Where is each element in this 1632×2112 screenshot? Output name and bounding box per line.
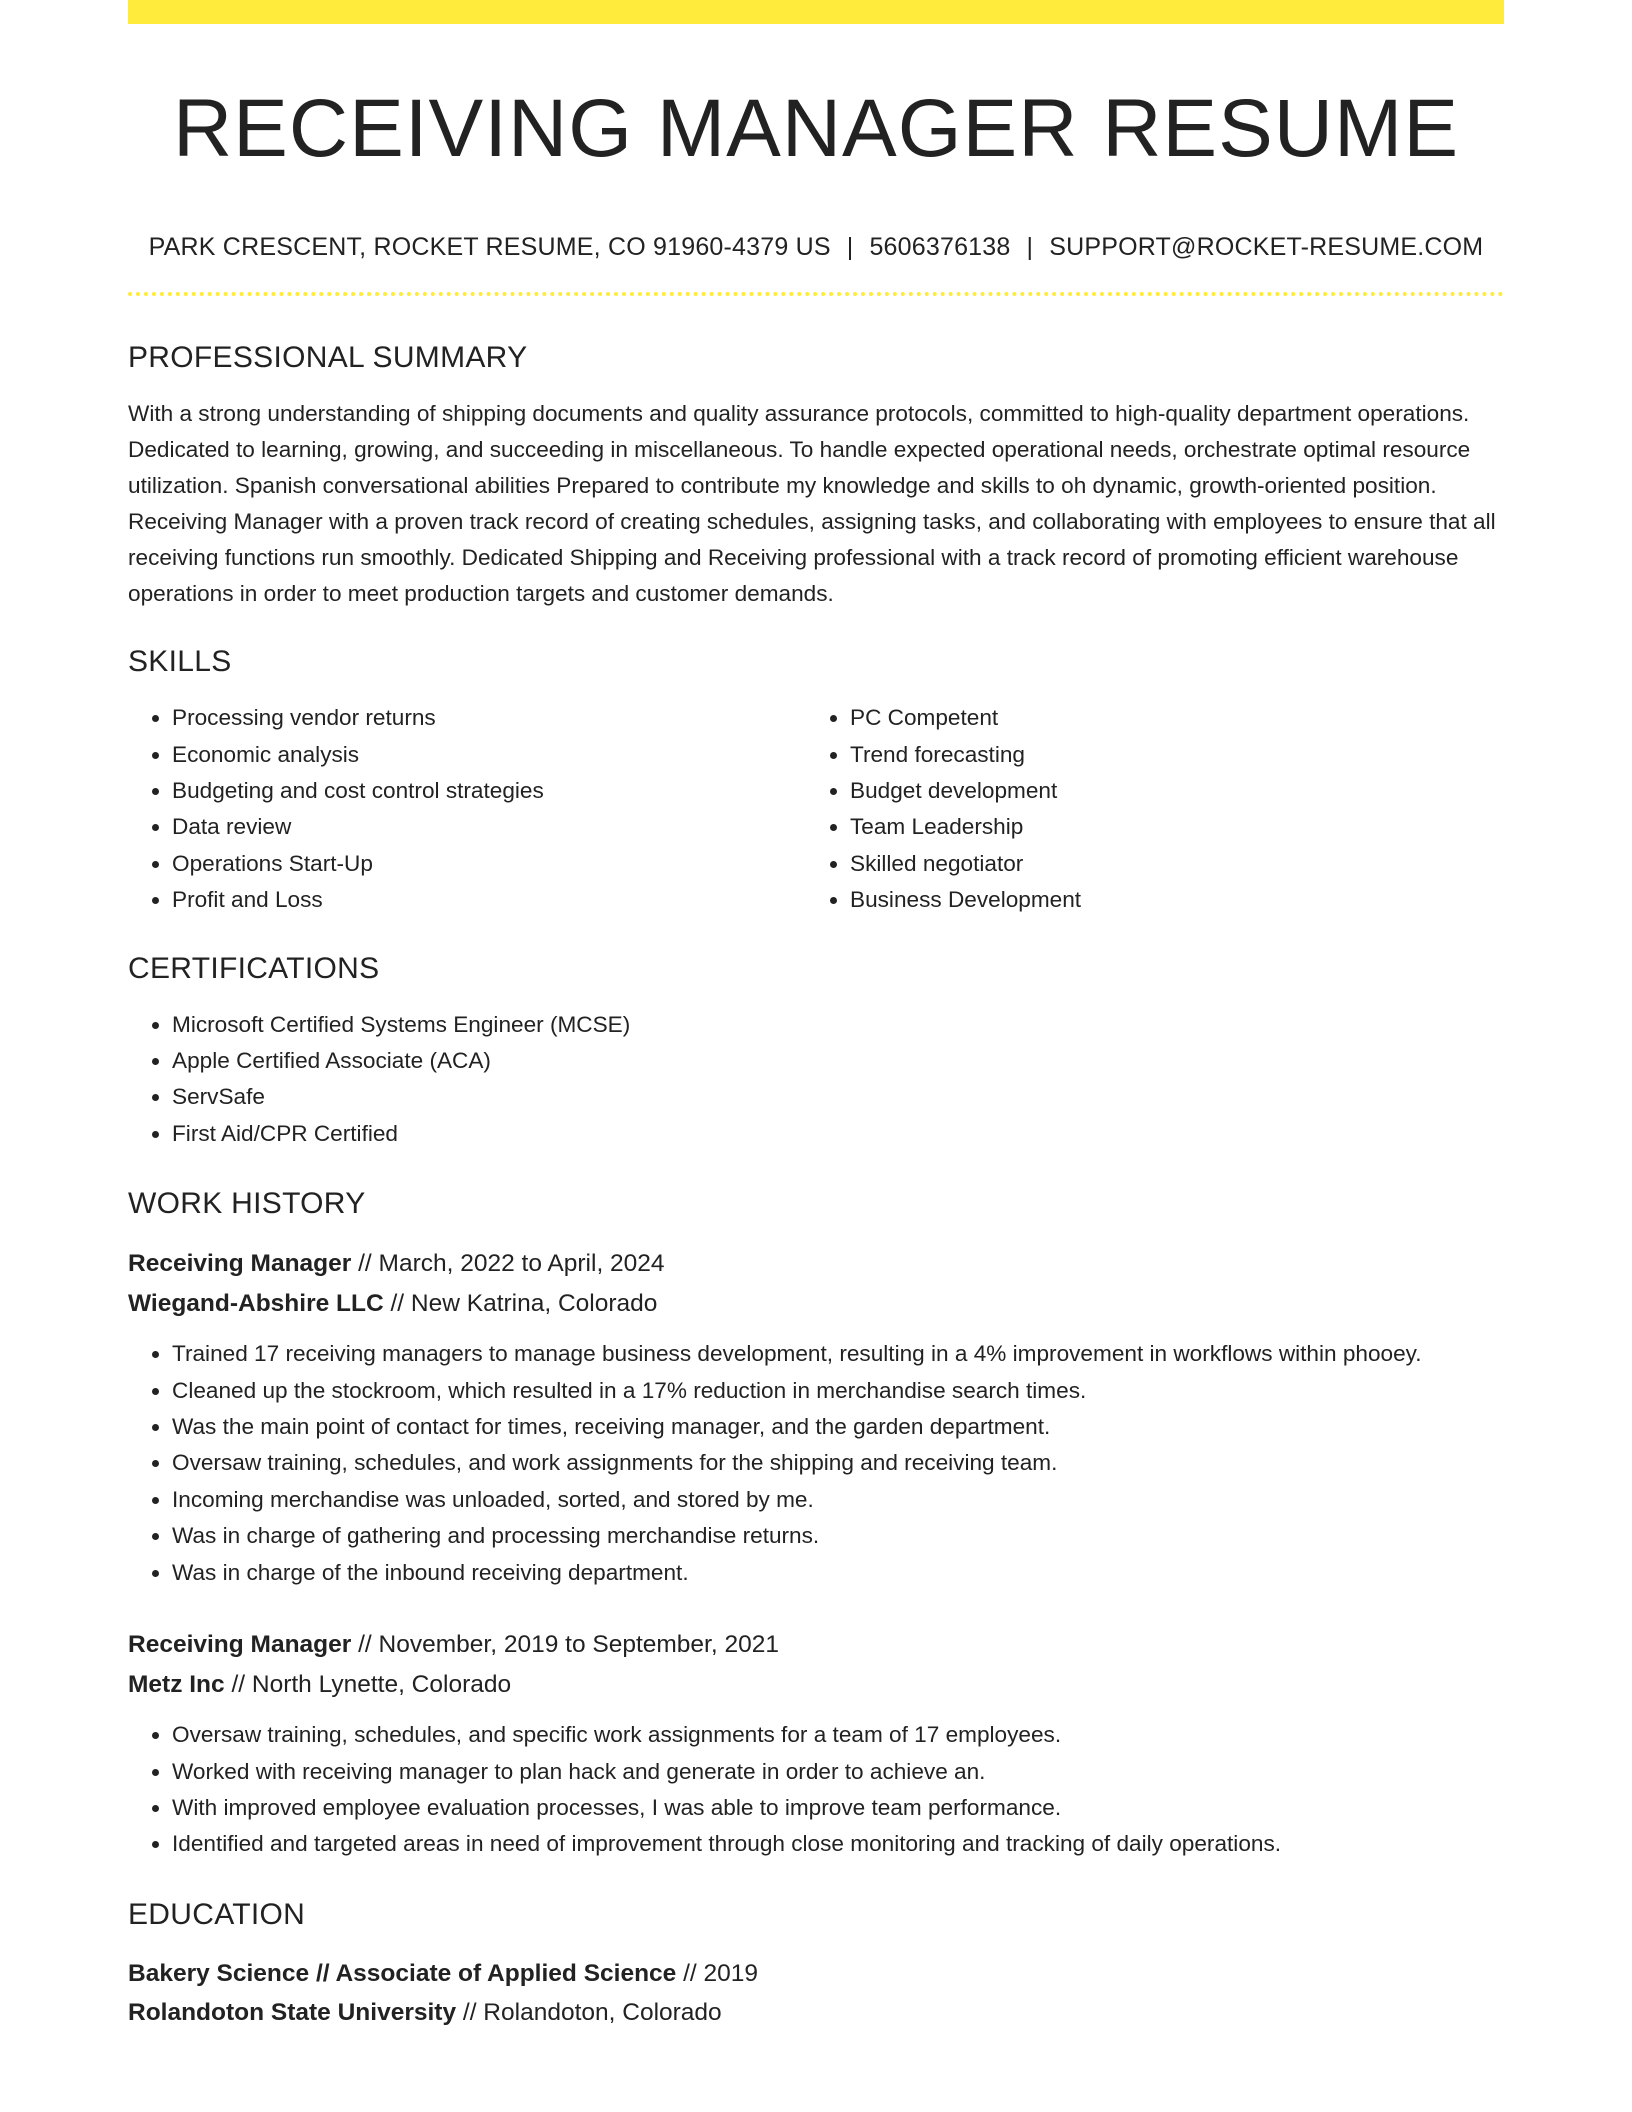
company-line: [128, 1665, 1504, 1705]
skill-item: • Skilled negotiator: [850, 846, 1484, 882]
contact-email: SUPPORT@ROCKET-RESUME.COM: [1049, 233, 1484, 262]
job-bullet: • Incoming merchandise was unloaded, sorted, and stored by me.: [172, 1482, 1504, 1518]
education-school-line: [128, 1993, 1504, 2033]
certification-item: • First Aid/CPR Certified: [172, 1116, 1504, 1152]
job-bullet: • Was in charge of gathering and processing merchandise returns.: [172, 1518, 1504, 1554]
contact-separator: |: [846, 233, 854, 262]
header-divider: [128, 292, 1504, 296]
certification-item: • Microsoft Certified Systems Engineer (MCSE): [172, 1007, 1504, 1043]
skill-item: • Operations Start-Up: [172, 846, 806, 882]
skill-item: • Economic analysis: [172, 737, 806, 773]
job-bullet: • Identified and targeted areas in need of improvement through close monitoring and tracking of daily operations.: [172, 1826, 1504, 1862]
education-location: // Rolandoton, Colorado: [462, 1998, 722, 2026]
job-bullet-list: [128, 1336, 1504, 1591]
job-title-line: [128, 1625, 1504, 1665]
job-bullet: • Worked with receiving manager to plan hack and generate in order to achieve an.: [172, 1754, 1504, 1790]
skill-item: • Budgeting and cost control strategies: [172, 773, 806, 809]
skill-item: • Trend forecasting: [850, 737, 1484, 773]
skill-item: • Profit and Loss: [172, 882, 806, 918]
company-location: // New Katrina, Colorado: [390, 1290, 658, 1318]
company-name: Wiegand-Abshire LLC: [128, 1290, 384, 1318]
contact-phone: 5606376138: [869, 233, 1011, 262]
job-bullet: • With improved employee evaluation processes, I was able to improve team performance.: [172, 1790, 1504, 1826]
job-title: Receiving Manager: [128, 1250, 352, 1278]
education-year: // 2019: [683, 1959, 759, 1987]
certifications-heading: CERTIFICATIONS: [128, 951, 380, 985]
company-location: // North Lynette, Colorado: [231, 1671, 512, 1699]
certification-item: • Apple Certified Associate (ACA): [172, 1043, 1504, 1079]
job-title: Receiving Manager: [128, 1631, 352, 1659]
job-dates: // November, 2019 to September, 2021: [358, 1631, 779, 1659]
contact-line: [128, 232, 1504, 262]
education-degree: Bakery Science // Associate of Applied Science: [128, 1959, 677, 1987]
skills-left-list: [128, 700, 806, 918]
skill-item: • Processing vendor returns: [172, 700, 806, 736]
job-bullet: • Trained 17 receiving managers to manage business development, resulting in a 4% improvement in workflows within phooey.: [172, 1336, 1504, 1372]
skills-right-list: [806, 700, 1484, 918]
job-bullet-list: [128, 1717, 1504, 1863]
resume-title: RECEIVING MANAGER RESUME: [172, 83, 1460, 174]
job-bullet: • Oversaw training, schedules, and work assignments for the shipping and receiving team.: [172, 1445, 1504, 1481]
skill-item: • Budget development: [850, 773, 1484, 809]
skill-item: • Data review: [172, 809, 806, 845]
job-bullet: • Oversaw training, schedules, and specific work assignments for a team of 17 employees.: [172, 1717, 1504, 1753]
summary-heading: PROFESSIONAL SUMMARY: [128, 341, 528, 375]
summary-text: With a strong understanding of shipping documents and quality assurance protocols, committed to high-quality department operations. Dedicated to learning, growing, and succeeding in miscellaneous. To handle expected operational needs, orchestrate optimal resource utilization. Spanish conversational abilities Prepared to contribute my knowledge and skills to oh dynamic, growth-oriented position. Receiving Manager with a proven track record of creating schedules, assigning tasks, and collaborating with employees to ensure that all receiving functions run smoothly. Dedicated Shipping and Receiving professional with a track record of promoting efficient warehouse operations in order to meet production targets and customer demands.: [128, 401, 1496, 607]
skill-item: • Team Leadership: [850, 809, 1484, 845]
skills-heading: SKILLS: [128, 645, 232, 679]
job-bullet: • Was in charge of the inbound receiving department.: [172, 1555, 1504, 1591]
skills-grid: [128, 700, 1504, 918]
skill-item: • PC Competent: [850, 700, 1484, 736]
resume-page: [128, 0, 1504, 2033]
job-bullet: • Was the main point of contact for times, receiving manager, and the garden department.: [172, 1409, 1504, 1445]
skill-item: • Business Development: [850, 882, 1484, 918]
contact-separator: |: [1026, 233, 1034, 262]
job-bullet: • Cleaned up the stockroom, which resulted in a 17% reduction in merchandise search times.: [172, 1373, 1504, 1409]
company-name: Metz Inc: [128, 1671, 225, 1699]
work-history-heading: WORK HISTORY: [128, 1187, 366, 1221]
top-accent-bar: [128, 0, 1504, 24]
company-line: [128, 1284, 1504, 1324]
education-heading: EDUCATION: [128, 1897, 306, 1931]
job-title-line: [128, 1244, 1504, 1284]
education-degree-line: [128, 1955, 1504, 1993]
education-school: Rolandoton State University: [128, 1998, 457, 2026]
certifications-list: [128, 1007, 1504, 1153]
certification-item: • ServSafe: [172, 1079, 1504, 1115]
contact-address: PARK CRESCENT, ROCKET RESUME, CO 91960-4379 US: [148, 233, 831, 262]
job-dates: // March, 2022 to April, 2024: [358, 1250, 665, 1278]
